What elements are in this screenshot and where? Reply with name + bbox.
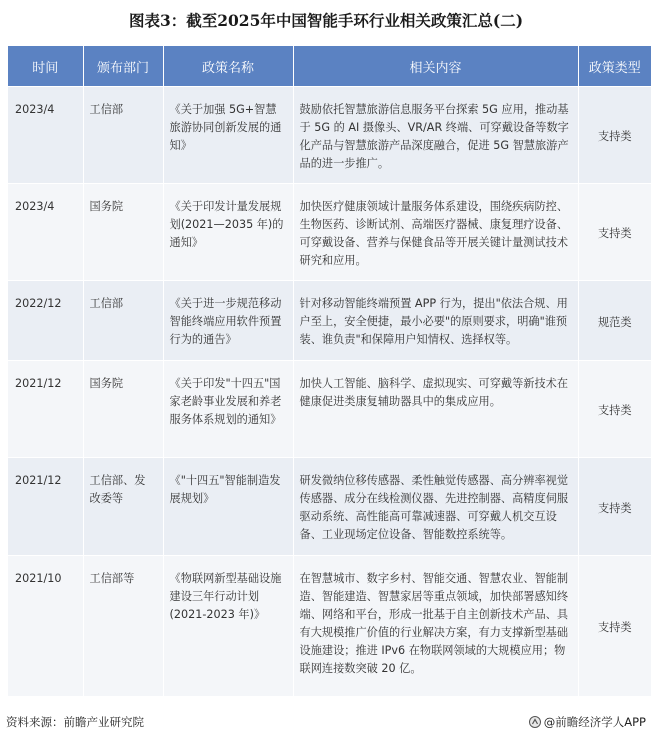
cell-department: 工信部等 [83,556,163,696]
cell-policy-name: 《物联网新型基础设施建设三年行动计划(2021-2023 年)》 [163,556,293,696]
cell-policy-type: 支持类 [578,556,651,696]
cell-time: 2021/12 [8,458,83,556]
table-row [8,281,651,361]
cell-content: 针对移动智能终端预置 APP 行为，提出"依法合规、用户至上，安全便捷，最小必要"的原则要求，明确"谁预装、谁负责"和保障用户知情权、选择权等。 [293,281,578,361]
cell-policy-type: 支持类 [578,361,651,458]
brand-credit [529,714,646,730]
cell-policy-name: 《关于印发"十四五"国家老龄事业发展和养老服务体系规划的通知》 [163,361,293,458]
cell-content: 加快人工智能、脑科学、虚拟现实、可穿戴等新技术在健康促进类康复辅助器具中的集成应用。 [293,361,578,458]
page-title: 图表3：截至2025年中国智能手环行业相关政策汇总(二) [128,11,524,30]
table-row [8,361,651,458]
cell-content: 加快医疗健康领域计量服务体系建设，围绕疾病防控、生物医药、诊断试剂、高端医疗器械、康复理疗设备、可穿戴设备、营养与保健食品等开展关键计量测试技术研究和应用。 [293,184,578,281]
cell-policy-name: 《关于加强 5G+智慧旅游协同创新发展的通知》 [163,87,293,184]
table-row [8,556,651,696]
header-time: 时间 [8,46,83,87]
cell-time: 2023/4 [8,87,83,184]
cell-policy-type: 支持类 [578,87,651,184]
cell-policy-type: 支持类 [578,458,651,556]
brand-label: @前瞻经济学人APP [543,715,646,729]
cell-department: 工信部 [83,281,163,361]
cell-content: 研发微纳位移传感器、柔性触觉传感器、高分辨率视觉传感器、成分在线检测仪器、先进控制器、高精度伺服驱动系统、高性能高可靠减速器、可穿戴人机交互设备、工业现场定位设备、智能数控系统等。 [293,458,578,556]
table-row [8,458,651,556]
cell-time: 2021/12 [8,361,83,458]
policy-table [8,46,651,696]
qianzhan-logo-icon [529,716,541,728]
table-header-row [8,46,651,87]
cell-policy-name: 《"十四五"智能制造发展规划》 [163,458,293,556]
cell-policy-type: 支持类 [578,184,651,281]
cell-department: 国务院 [83,184,163,281]
cell-content: 鼓励依托智慧旅游信息服务平台探索 5G 应用，推动基于 5G 的 AI 摄像头、VR/AR 终端、可穿戴设备等数字化产品与智慧旅游产品深度融合，促进 5G 智慧旅游产品的进一步推广。 [293,87,578,184]
header-department: 颁布部门 [83,46,163,87]
table-row [8,87,651,184]
cell-policy-name: 《关于印发计量发展规划(2021—2035 年)的通知》 [163,184,293,281]
cell-time: 2021/10 [8,556,83,696]
cell-policy-name: 《关于进一步规范移动智能终端应用软件预置行为的通告》 [163,281,293,361]
cell-department: 工信部 [83,87,163,184]
cell-department: 工信部、发改委等 [83,458,163,556]
cell-department: 国务院 [83,361,163,458]
header-content: 相关内容 [293,46,578,87]
cell-content: 在智慧城市、数字乡村、智能交通、智慧农业、智能制造、智能建造、智慧家居等重点领域，加快部署感知终端、网络和平台，形成一批基于自主创新技术产品、具有大规模推广价值的行业解决方案，有力支撑新型基础设施建设；推进 IPv6 在物联网领域的大规模应用；物联网连接数突破 20 亿。 [293,556,578,696]
cell-time: 2022/12 [8,281,83,361]
cell-time: 2023/4 [8,184,83,281]
source-note: 资料来源：前瞻产业研究院 [6,715,144,729]
header-policy-type: 政策类型 [578,46,651,87]
cell-policy-type: 规范类 [578,281,651,361]
table-row [8,184,651,281]
header-policy-name: 政策名称 [163,46,293,87]
